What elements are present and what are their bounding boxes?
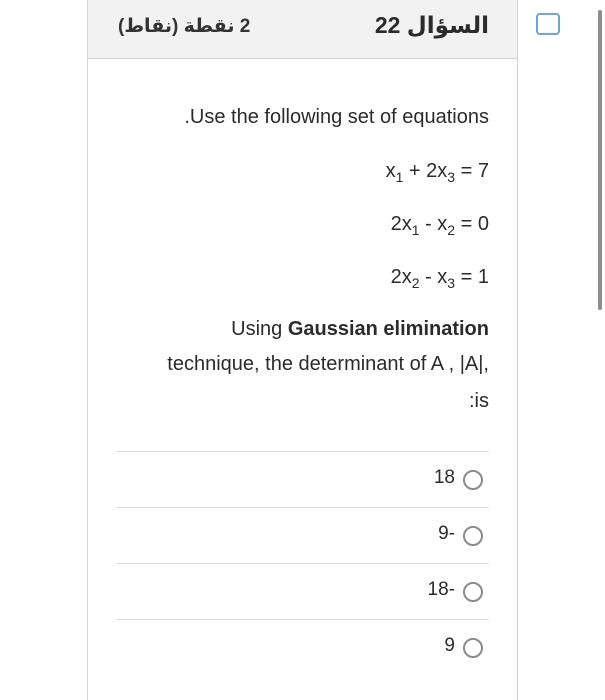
method-prefix: Using [231, 318, 288, 340]
question-points: 2 نقطة (نقاط) [118, 16, 251, 37]
answer-option-2[interactable] [116, 507, 489, 563]
flag-square-icon[interactable] [536, 13, 560, 35]
prompt-line-2: technique, the determinant of A , |A|, [167, 353, 489, 375]
radio-circle-icon[interactable] [463, 638, 483, 658]
method-bold: Gaussian elimination [287, 318, 489, 340]
prompt-intro: .Use the following set of equations [184, 106, 489, 128]
equation-1: $x_1 + 2x_3 = 7$ [385, 160, 489, 185]
answer-options [116, 451, 489, 675]
prompt-line-3: :is [469, 390, 489, 412]
radio-circle-icon[interactable] [463, 582, 483, 602]
answer-option-4[interactable] [116, 619, 489, 675]
question-title: السؤال 22 [374, 12, 489, 38]
answer-option-label: 18 [433, 467, 455, 488]
scrollbar[interactable] [598, 10, 602, 310]
question-card [87, 0, 518, 700]
equation-3: $2x_2 - x_3 = 1$ [390, 266, 489, 291]
radio-circle-icon[interactable] [463, 526, 483, 546]
prompt-method [231, 318, 489, 341]
question-header [88, 0, 517, 59]
answer-option-label: 9 [444, 635, 455, 656]
radio-circle-icon[interactable] [463, 470, 483, 490]
equation-2: $2x_1 - x_2 = 0$ [390, 213, 489, 238]
answer-option-3[interactable] [116, 563, 489, 619]
answer-option-1[interactable] [116, 451, 489, 507]
answer-option-label: 9- [438, 523, 455, 544]
answer-option-label: 18- [427, 579, 455, 600]
